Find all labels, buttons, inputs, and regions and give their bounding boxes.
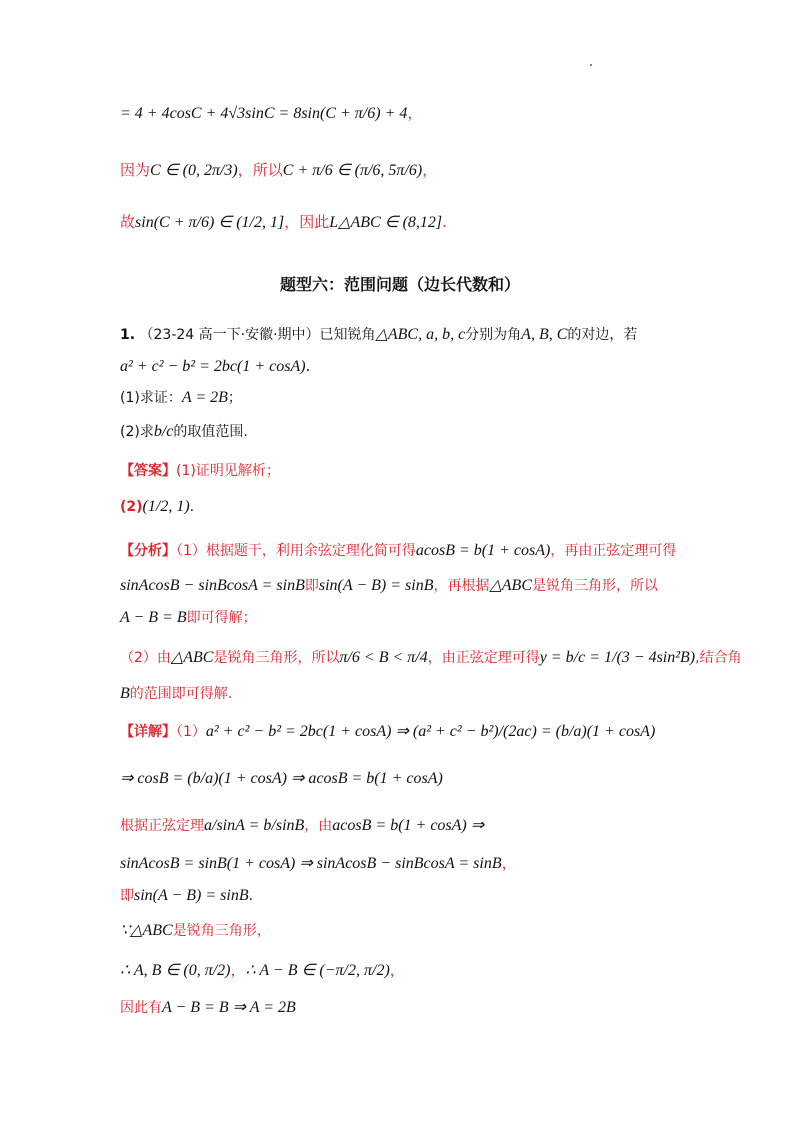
detail-line-5 (120, 886, 253, 906)
math: △ABC, a, b, c (375, 326, 466, 343)
math: C + π/6 ∈ (π/6, 5π/6) (282, 162, 423, 179)
answer-label: 【答案】 (120, 463, 176, 479)
text: 即 (304, 578, 319, 594)
math: sin(C + π/6) ∈ (1/2, 1] (135, 214, 285, 231)
text: (1)证明见解析； (176, 463, 280, 479)
question-1 (120, 388, 242, 408)
math: sinAcosB = sinB(1 + cosA) ⇒ sinAcosB − sinBcosA = sinB (120, 855, 502, 872)
math: L△ABC ∈ (8,12] (329, 214, 443, 231)
analysis-line-2 (120, 576, 658, 596)
text: （2）由 (120, 650, 171, 666)
answer-line-2 (120, 497, 194, 517)
question-2 (120, 422, 248, 442)
text: 的取值范围. (173, 424, 248, 440)
text: (1)求证： (120, 390, 182, 406)
analysis-line-5 (120, 684, 232, 704)
detail-line-3 (120, 816, 484, 836)
text: 故 (120, 213, 136, 231)
detail-line-1 (120, 722, 655, 742)
detail-line-2 (120, 768, 443, 789)
text: ， (422, 161, 438, 179)
math: a/sinA = b/sinB (204, 817, 305, 834)
text: ，因此 (284, 213, 330, 231)
detail-line-7 (120, 960, 405, 981)
math: ⇒ cosB = (b/a)(1 + cosA) ⇒ acosB = b(1 + cosA) (120, 770, 443, 787)
math: acosB = b(1 + cosA) ⇒ (332, 817, 485, 834)
math: π/6 < B < π/4 (339, 649, 428, 666)
text: ，再由正弦定理可得 (550, 543, 677, 559)
text: . (305, 357, 311, 375)
math: ∴ A, B ∈ (0, π/2) (120, 962, 231, 979)
text: 即 (120, 888, 134, 904)
formula-line-1 (120, 103, 422, 124)
text: ， (230, 961, 246, 979)
text: 是锐角三角形，所以 (213, 650, 340, 666)
math: a² + c² − b² = 2bc(1 + cosA) (120, 358, 306, 375)
perimeter-expression: = 4 + 4cosC + 4√3sinC = 8sin(C + π/6) + 4 (120, 105, 408, 122)
text: ， (501, 854, 517, 872)
text: （1） (176, 724, 206, 740)
text: . (189, 499, 195, 515)
math: a² + c² − b² = 2bc(1 + cosA) ⇒ (a² + c² − b²)/(2ac) = (b/a)(1 + cosA) (205, 723, 656, 740)
text: 根据正弦定理 (120, 818, 204, 834)
text: ,结合角 (695, 650, 742, 666)
math: C ∈ (0, 2π/3) (150, 162, 238, 179)
text: 的范围即可得解. (129, 686, 233, 702)
detail-line-6 (120, 921, 271, 941)
text: . (248, 888, 254, 904)
text: 即可得解； (186, 610, 257, 626)
text: (2) (120, 499, 143, 515)
detail-label: 【详解】 (120, 724, 176, 740)
section-title: 题型六：范围问题（边长代数和） (279, 275, 520, 294)
text: 因为 (120, 161, 151, 179)
math: acosB = b(1 + cosA) (415, 542, 551, 559)
text: （23-24 高一下·安徽·期中）已知锐角 (139, 327, 376, 343)
math: ∵△ABC (120, 922, 173, 939)
text: 是锐角三角形， (172, 923, 271, 939)
text: . (442, 213, 447, 231)
text: 是锐角三角形，所以 (532, 578, 658, 594)
text: ，由正弦定理可得 (427, 650, 540, 666)
math: △ABC (170, 649, 214, 666)
math: B (120, 685, 130, 702)
detail-line-4 (120, 853, 517, 874)
problem-statement (120, 325, 637, 345)
text: ，由 (304, 818, 333, 834)
math: sinAcosB − sinBcosA = sinB (120, 577, 305, 594)
stray-dot (590, 64, 592, 66)
punct: ， (407, 104, 423, 122)
analysis-line-3 (120, 608, 257, 628)
math: A − B = B (120, 609, 187, 626)
range-line-2 (120, 160, 437, 181)
math: (1/2, 1) (142, 498, 190, 515)
problem-number: 1. (120, 327, 136, 343)
analysis-label: 【分析】 (120, 543, 176, 559)
text: 因此有 (120, 1000, 162, 1016)
text: ， (389, 961, 405, 979)
text: ； (227, 390, 242, 406)
math: b/c (153, 423, 174, 440)
math: sin(A − B) = sinB (318, 577, 434, 594)
text: 分别为角 (465, 327, 522, 343)
text: (2)求 (120, 424, 154, 440)
text: ，所以 (237, 161, 283, 179)
math: △ABC (489, 577, 532, 594)
detail-line-8 (120, 998, 296, 1018)
range-line-3 (120, 212, 447, 233)
math: A = 2B (181, 389, 228, 406)
answer-line-1 (120, 461, 280, 481)
math: A − B = B ⇒ A = 2B (162, 999, 296, 1016)
text: 的对边，若 (567, 327, 638, 343)
math: ∴ A − B ∈ (−π/2, π/2) (245, 962, 390, 979)
math: A, B, C (521, 326, 568, 343)
math: y = b/c = 1/(3 − 4sin²B) (539, 649, 696, 666)
analysis-line-4 (120, 648, 742, 668)
analysis-line-1 (120, 541, 676, 561)
problem-equation (120, 356, 310, 377)
text: ，再根据 (433, 578, 490, 594)
math: sin(A − B) = sinB (134, 887, 249, 904)
text: （1）根据题干，利用余弦定理化简可得 (176, 543, 416, 559)
